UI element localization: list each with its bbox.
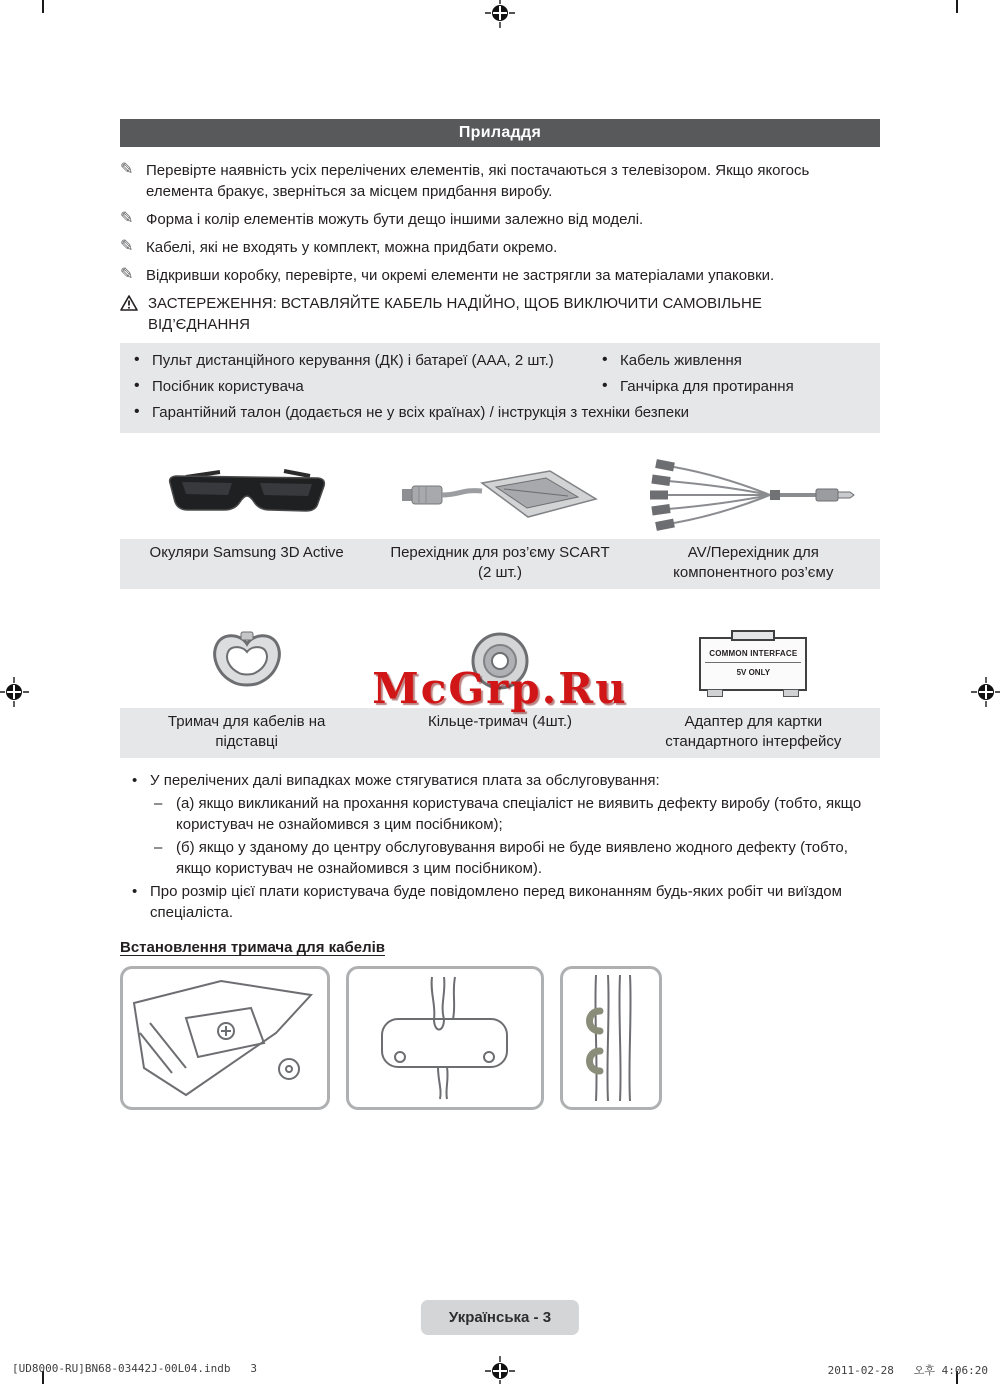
included-items-grid — [120, 343, 880, 433]
install-step-1-image — [120, 966, 330, 1110]
registration-mark-right — [971, 677, 1000, 707]
pencil-note-icon: ✎ — [120, 161, 134, 178]
pencil-note-icon: ✎ — [120, 210, 134, 227]
warning-triangle-icon — [120, 293, 140, 335]
common-interface-adapter-image — [699, 637, 807, 691]
page-title: Приладдя — [120, 119, 880, 147]
accessory-label: Адаптер для картки стандартного інтерфейсу — [665, 713, 842, 750]
included-item: • Посібник користувача — [120, 374, 588, 400]
registration-mark-bottom — [485, 1356, 515, 1384]
footer-file-info: [UD8000-RU]BN68-03442J-00L04.indb 3 — [12, 1362, 258, 1375]
warning-text: ЗАСТЕРЕЖЕННЯ: ВСТАВЛЯЙТЕ КАБЕЛЬ НАДІЙНО, ЩОБ ВИКЛЮЧИТИ САМОВІЛЬНЕ ВІД’ЄДНАННЯ — [148, 295, 762, 333]
av-adapter-image — [648, 459, 858, 531]
accessory-figures-row-1 — [120, 451, 880, 539]
ci-adapter-label: COMMON INTERFACE — [705, 649, 801, 663]
service-fee-section — [120, 770, 880, 923]
ci-adapter-tab — [731, 630, 775, 641]
service-fee-case: – (б) якщо у зданому до центру обслуговування виробі не буде виявлено жодного дефекту (тобто, якщо користувач не ознайомився з цим посібником). — [120, 837, 880, 879]
install-section-heading: Встановлення тримача для кабелів — [120, 939, 385, 956]
included-item: • Ганчірка для протирання — [588, 374, 880, 400]
note-text: Кабелі, які не входять у комплект, можна придбати окремо. — [146, 239, 558, 256]
accessory-labels-row-1 — [120, 539, 880, 589]
accessory-label: AV/Перехідник для компонентного роз’єму — [673, 544, 834, 581]
stand-cable-holder-image — [207, 630, 287, 692]
ci-adapter-foot — [783, 689, 799, 697]
included-items-panel — [120, 343, 880, 433]
note-text: Перевірте наявність усіх перелічених елементів, які постачаються з телевізором. Якщо якогось елемента бракує, зверніться за місцем придбання виробу. — [146, 162, 810, 200]
ci-adapter-foot — [707, 689, 723, 697]
pencil-note-icon: ✎ — [120, 266, 134, 283]
service-fee-case: – (а) якщо викликаний на прохання користувача спеціаліст не виявить дефекту виробу (тобто, якщо користувач не ознайомився з цим посібником); — [120, 793, 880, 835]
included-item: • Кабель живлення — [588, 348, 880, 374]
included-item: • Гарантійний талон (додається не у всіх країнах) / інструкція з техніки безпеки — [120, 400, 880, 426]
site-watermark: McGrp.Ru — [372, 664, 628, 713]
av-adapter-figure — [627, 451, 880, 539]
service-fee-note: • Про розмір цієї плати користувача буде повідомлено перед виконанням будь-яких робіт чи виїздом спеціаліста. — [120, 881, 880, 923]
install-step-2-image — [346, 966, 544, 1110]
note-item — [120, 209, 880, 230]
ci-adapter-voltage-label: 5V ONLY — [736, 667, 771, 677]
notes-list — [120, 160, 880, 335]
note-item — [120, 160, 880, 202]
glasses-3d-image — [162, 465, 332, 525]
pencil-note-icon: ✎ — [120, 238, 134, 255]
install-step-3-image — [560, 966, 662, 1110]
content-column — [120, 119, 880, 1110]
crop-tick-top-left — [42, 0, 44, 13]
registration-mark-left — [0, 677, 29, 707]
included-item: • Пульт дистанційного керування (ДК) і батареї (AAA, 2 шт.) — [120, 348, 588, 374]
glasses-3d-figure — [120, 451, 373, 539]
stand-cable-holder-figure — [120, 613, 373, 708]
install-figures-row — [120, 966, 880, 1110]
note-text: Відкривши коробку, перевірте, чи окремі елементи не застрягли за матеріалами упаковки. — [146, 267, 775, 284]
ci-adapter-figure — [627, 613, 880, 708]
crop-tick-top-right — [956, 0, 958, 13]
accessory-label: Кільце-тримач (4шт.) — [427, 713, 573, 730]
note-item — [120, 237, 880, 258]
note-item — [120, 265, 880, 286]
accessory-labels-row-2 — [120, 708, 880, 758]
registration-mark-top — [485, 0, 515, 28]
footer-datetime: 2011-02-28 오후 4:06:20 — [827, 1364, 988, 1377]
warning-item — [120, 293, 880, 335]
accessory-label: Перехідник для роз’єму SCART (2 шт.) — [390, 544, 610, 581]
note-text: Форма і колір елементів можуть бути дещо іншими залежно від моделі. — [146, 211, 644, 228]
accessory-label: Тримач для кабелів на підставці — [167, 713, 326, 750]
scart-adapter-image — [400, 465, 600, 525]
page-number-badge: Українська - 3 — [421, 1300, 579, 1335]
accessory-label: Окуляри Samsung 3D Active — [149, 544, 344, 561]
scart-adapter-figure — [373, 451, 626, 539]
service-fee-intro: • У перелічених далі випадках може стягуватися плата за обслуговування: — [120, 770, 880, 791]
